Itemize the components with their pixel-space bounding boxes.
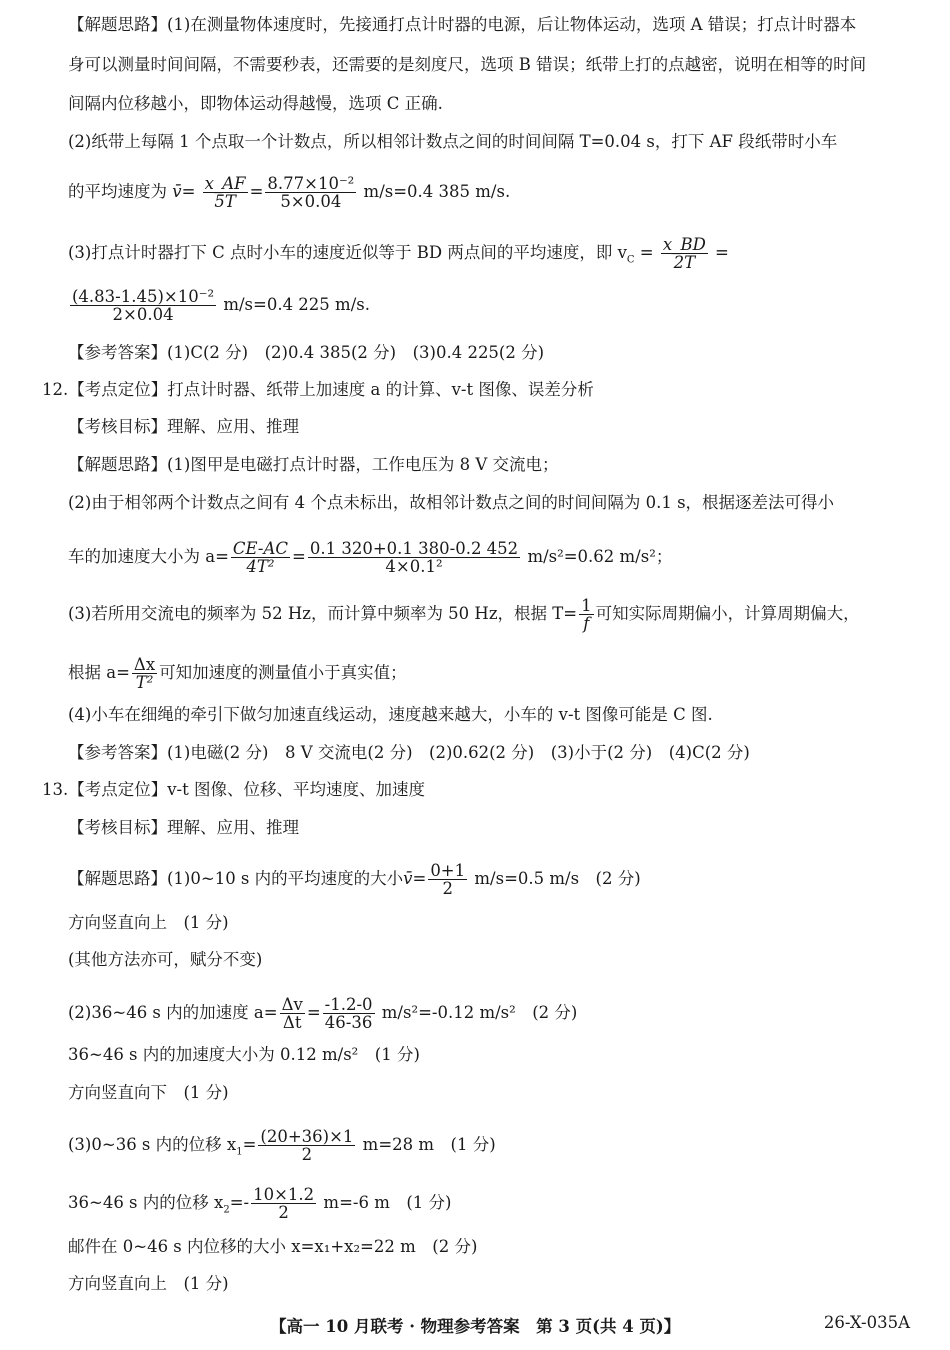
text-line: 【解题思路】(1)图甲是电磁打点计时器，工作电压为 8 V 交流电； — [68, 455, 559, 474]
text-line: 【考核目标】理解、应用、推理 — [68, 818, 299, 837]
text-line: (4)小车在细绳的牵引下做匀加速直线运动，速度越来越大，小车的 v-t 图像可能是 C 图. — [68, 705, 713, 724]
text-line: 【考核目标】理解、应用、推理 — [68, 417, 299, 436]
text: m=28 m (1 分) — [362, 1135, 496, 1154]
formula-line: 36~46 s 内的位移 $x_2=-$ $\frac{10\times 1.2}{2}$ m=-6 m (1 分) — [68, 1185, 452, 1222]
fraction: $\frac{0.1 320+0.1 380-0.2 452}{\text{4×0.1²}}$ — [309, 539, 519, 576]
text-line: 方向竖直向下 (1 分) — [68, 1083, 229, 1102]
text: 的平均速度为 — [68, 182, 167, 201]
fraction: $\frac{x\_BD}{2T}$ — [662, 235, 706, 272]
formula-line — [68, 288, 370, 323]
text-line: 【参考答案】(1)电磁(2 分) 8 V 交流电(2 分) (2)0.62(2 分) (3)小于(2 分) (4)C(2 分) — [68, 743, 750, 762]
formula-line: (3)打点计时器打下 C 点时小车的速度近似等于 BD 两点间的平均速度，即 $v_C$ = $\frac{x\_BD}{2T}$ = — [68, 235, 729, 272]
formula-line: 的平均速度为 v̄= $\frac{x\_AF}{5T}$ = $\frac{\text{8.77×10⁻²}}{5\times 0.04}$ m/s=0.4 385 m/s. — [68, 174, 511, 211]
section-heading: 12.【考点定位】打点计时器、纸带上加速度 a 的计算、v-t 图像、误差分析 — [42, 380, 594, 399]
text: m=-6 m (1 分) — [323, 1193, 452, 1212]
text: (3)若所用交流电的频率为 52 Hz，而计算中频率为 50 Hz，根据 T= — [68, 604, 578, 623]
formula-line — [68, 656, 407, 691]
text-line: 间隔内位移越小，即物体运动得越慢，选项 C 正确. — [68, 94, 443, 113]
text-line: 【解题思路】(1)在测量物体速度时，先接通打点计时器的电源，后让物体运动，选项 A 错误；打点计时器本 — [68, 15, 857, 34]
text-line: (其他方法亦可，赋分不变) — [68, 950, 263, 969]
fraction: $\frac{\text{(4.83-1.45)×10⁻²}}{2\times 0.04}$ — [72, 287, 215, 324]
v-bar-symbol: v̄= — [403, 869, 427, 888]
text: m/s=0.4 385 m/s. — [363, 182, 511, 201]
formula-line: 车的加速度大小为 a= $\frac{CE-AC}{\text{4T²}}$ = $\frac{0.1 320+0.1 380-0.2 452}{\text{4×0.1²}}$ m/s²=0.62 m/s²； — [68, 539, 673, 576]
text: 车的加速度大小为 a= — [68, 547, 229, 566]
text-line: 身可以测量时间间隔，不需要秒表，还需要的是刻度尺，选项 B 错误；纸带上打的点越密，说明在相等的时间 — [68, 55, 867, 74]
fraction: $\frac{x\_AF}{5T}$ — [204, 174, 246, 211]
text: m/s²=-0.12 m/s² (2 分) — [381, 1003, 578, 1022]
text: 根据 a= — [68, 663, 130, 682]
footer-title: 【高一 10 月联考 · 物理参考答案 第 3 页(共 4 页)】 — [270, 1317, 681, 1336]
text: 可知加速度的测量值小于真实值； — [159, 663, 407, 682]
text: (3)0~36 s 内的位移 x — [68, 1135, 237, 1154]
fraction: $\frac{(20+36)\times 1}{2}$ — [260, 1127, 354, 1164]
formula-line: (2)36~46 s 内的加速度 a= $\frac{\Delta v}{\Delta t}$ = $\frac{-1.2-0}{46-36}$ m/s²=-0.12 m/s² (2 分) — [68, 995, 578, 1032]
fraction: $\frac{10\times 1.2}{2}$ — [253, 1185, 315, 1222]
text: (3)打点计时器打下 C 点时小车的速度近似等于 BD 两点间的平均速度，即 v — [68, 243, 627, 262]
fraction: $\frac{\Delta x}{\text{T²}}$ — [133, 655, 156, 692]
section-heading: 13.【考点定位】v-t 图像、位移、平均速度、加速度 — [42, 780, 426, 799]
formula-line: (3)0~36 s 内的位移 $x_1=$ $\frac{(20+36)\times 1}{2}$ m=28 m (1 分) — [68, 1127, 496, 1164]
text-line: 36~46 s 内的加速度大小为 0.12 m/s² (1 分) — [68, 1045, 420, 1064]
v-bar-symbol: v̄= — [172, 182, 196, 201]
text: 可知实际周期偏小，计算周期偏大， — [595, 604, 860, 623]
text-line: 【参考答案】(1)C(2 分) (2)0.4 385(2 分) (3)0.4 225(2 分) — [68, 343, 545, 362]
text-line: 邮件在 0~46 s 内位移的大小 x=x₁+x₂=22 m (2 分) — [68, 1237, 478, 1256]
text: 【解题思路】(1)0~10 s 内的平均速度的大小 — [68, 869, 404, 888]
fraction: $\frac{\text{8.77×10⁻²}}{5\times 0.04}$ — [267, 174, 355, 211]
text-line: (2)纸带上每隔 1 个点取一个计数点，所以相邻计数点之间的时间间隔 T=0.04 s，打下 AF 段纸带时小车 — [68, 132, 838, 151]
text-line: 方向竖直向上 (1 分) — [68, 1274, 229, 1293]
text-line: 方向竖直向上 (1 分) — [68, 913, 229, 932]
text: 36~46 s 内的位移 x — [68, 1193, 224, 1212]
text: m/s²=0.62 m/s²； — [527, 547, 673, 566]
formula-line — [68, 597, 860, 632]
fraction: $\frac{1}{f}$ — [581, 596, 592, 633]
fraction: $\frac{-1.2-0}{46-36}$ — [324, 995, 373, 1032]
text: m/s=0.5 m/s (2 分) — [474, 869, 641, 888]
fraction: $\frac{0+1}{2}$ — [430, 861, 466, 898]
footer-code: 26-X-035A — [823, 1313, 910, 1332]
formula-line — [68, 862, 641, 897]
text: (2)36~46 s 内的加速度 a= — [68, 1003, 278, 1022]
fraction: $\frac{CE-AC}{\text{4T²}}$ — [232, 539, 289, 576]
text-line: (2)由于相邻两个计数点之间有 4 个点未标出，故相邻计数点之间的时间间隔为 0.1 s，根据逐差法可得小 — [68, 493, 835, 512]
fraction: $\frac{\Delta v}{\Delta t}$ — [281, 995, 303, 1032]
text: m/s=0.4 225 m/s. — [223, 295, 370, 314]
